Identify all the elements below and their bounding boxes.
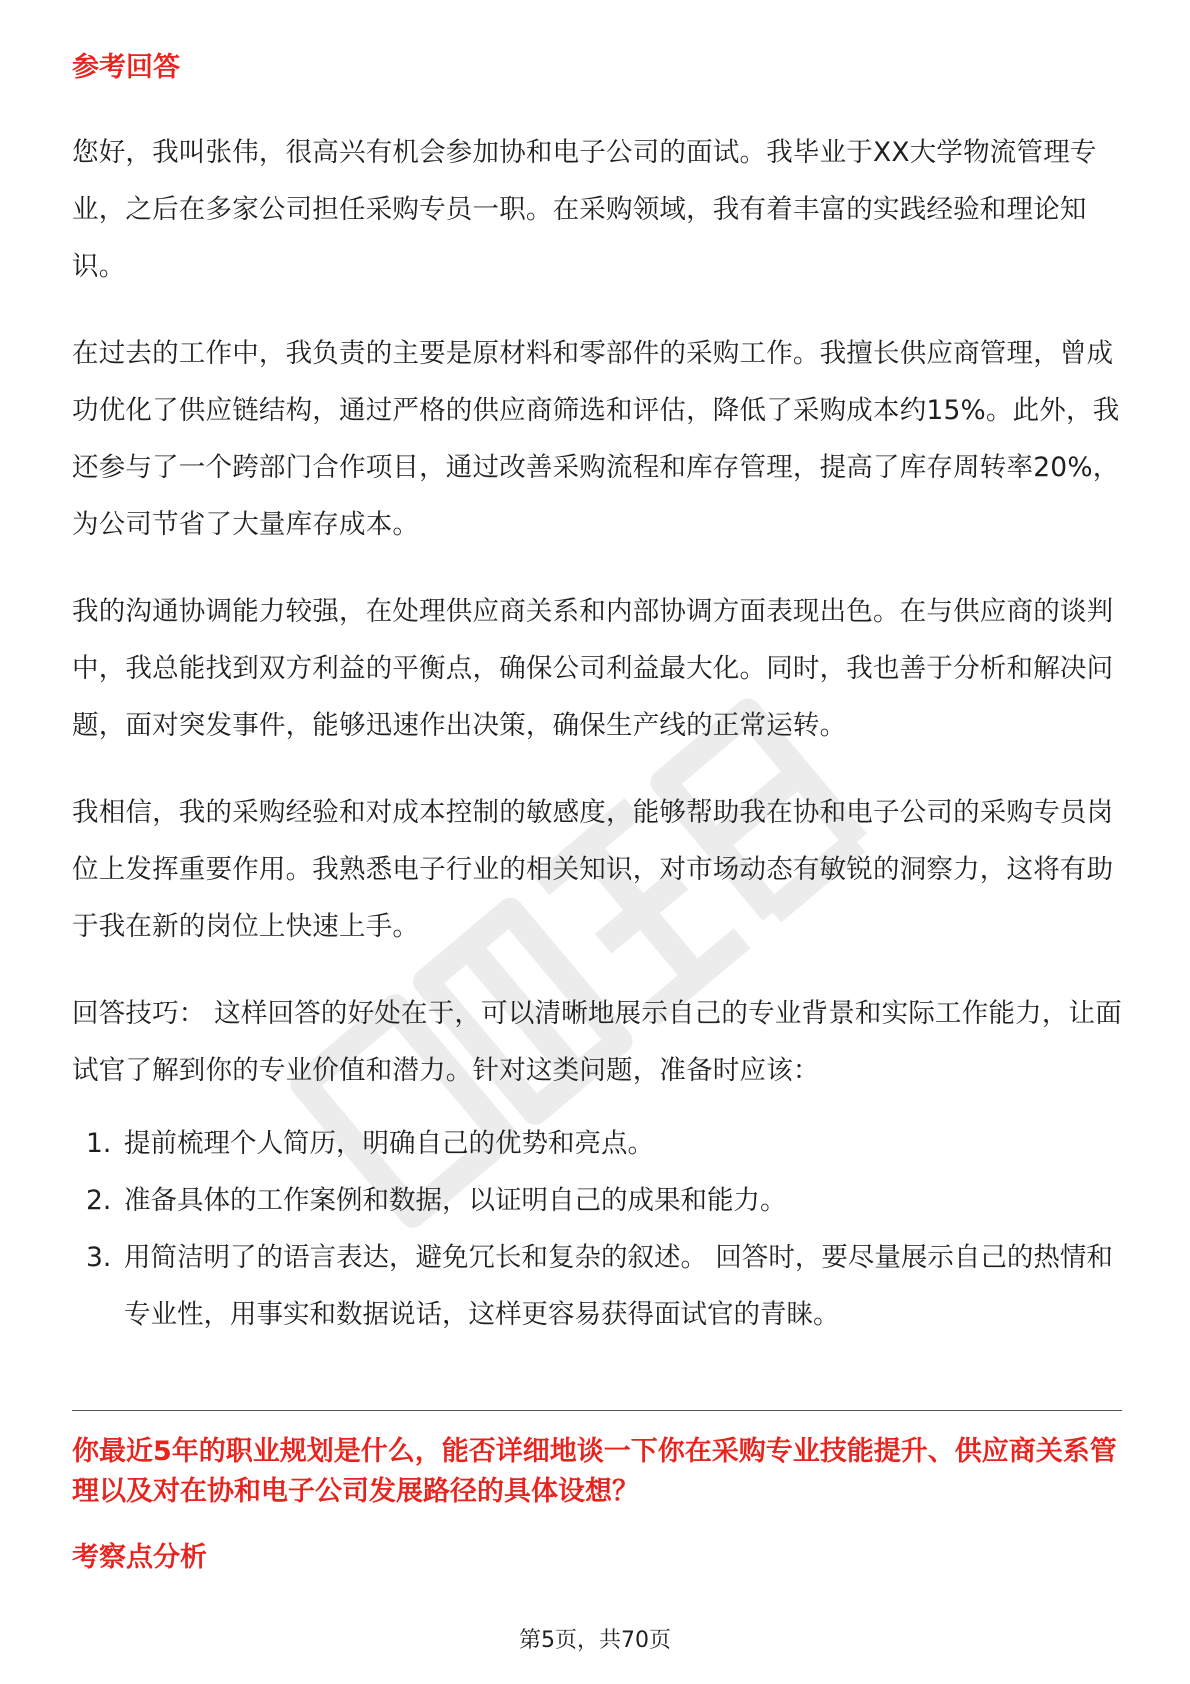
list-item <box>72 1229 1122 1343</box>
section-divider <box>72 1410 1122 1411</box>
list-item <box>72 1172 1122 1229</box>
analysis-heading: 考察点分析 <box>72 1542 207 1573</box>
answer-paragraph: 我的沟通协调能力较强，在处理供应商关系和内部协调方面表现出色。在与供应商的谈判中，我总能找到双方利益的平衡点，确保公司利益最大化。同时，我也善于分析和解决问题，面对突发事件，能够迅速作出决策，确保生产线的正常运转。 <box>72 596 1114 741</box>
tips-list <box>72 1115 1122 1343</box>
list-item-number: 3. <box>86 1242 112 1273</box>
list-item-text: 提前梳理个人简历，明确自己的优势和亮点。 <box>124 1128 654 1159</box>
list-item <box>72 1115 1122 1172</box>
interview-question: 你最近5年的职业规划是什么，能否详细地谈一下你在采购专业技能提升、供应商关系管理以及对在协和电子公司发展路径的具体设想？ <box>72 1436 1117 1507</box>
list-item-number: 1. <box>86 1128 112 1159</box>
list-item-text: 准备具体的工作案例和数据，以证明自己的成果和能力。 <box>124 1185 787 1216</box>
answer-paragraph: 在过去的工作中，我负责的主要是原材料和零部件的采购工作。我擅长供应商管理，曾成功优化了供应链结构，通过严格的供应商筛选和评估，降低了采购成本约15%。此外，我还参与了一个跨部门合作项目，通过改善采购流程和库存管理，提高了库存周转率20%，为公司节省了大量库存成本。 <box>72 338 1120 540</box>
answer-paragraph: 我相信，我的采购经验和对成本控制的敏感度，能够帮助我在协和电子公司的采购专员岗位上发挥重要作用。我熟悉电子行业的相关知识，对市场动态有敏锐的洞察力，这将有助于我在新的岗位上快速上手。 <box>72 797 1114 942</box>
list-item-text: 用简洁明了的语言表达，避免冗长和复杂的叙述。 回答时，要尽量展示自己的热情和专业性，用事实和数据说话，这样更容易获得面试官的青睐。 <box>124 1242 1113 1330</box>
answer-tips-intro: 回答技巧： 这样回答的好处在于，可以清晰地展示自己的专业背景和实际工作能力，让面试官了解到你的专业价值和潜力。针对这类问题，准备时应该： <box>72 998 1122 1086</box>
answer-paragraph: 您好，我叫张伟，很高兴有机会参加协和电子公司的面试。我毕业于XX大学物流管理专业，之后在多家公司担任采购专员一职。在采购领域，我有着丰富的实践经验和理论知识。 <box>72 137 1097 282</box>
list-item-number: 2. <box>86 1185 112 1216</box>
page-number: 第5页，共70页 <box>519 1628 671 1653</box>
answer-section <box>72 48 1122 1343</box>
reference-answer-heading: 参考回答 <box>72 52 180 83</box>
